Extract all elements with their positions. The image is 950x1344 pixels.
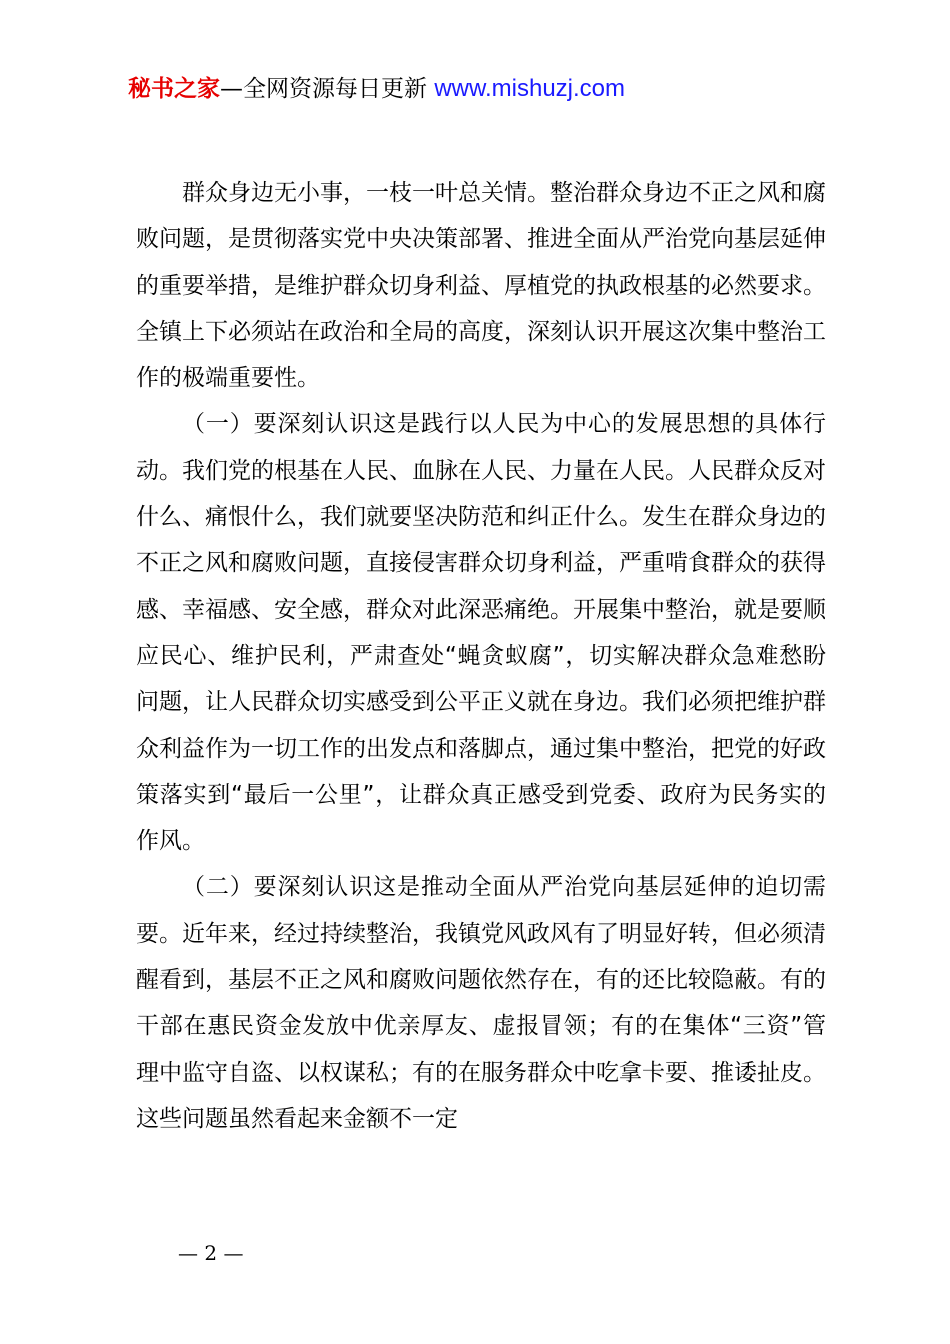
paragraph-section-two: （二）要深刻认识这是推动全面从严治党向基层延伸的迫切需要。近年来，经过持续整治，我镇党风政风有了明显好转，但必须清醒看到，基层不正之风和腐败问题依然存在，有的还比较隐蔽。有的干部在惠民资金发放中优亲厚友、虚报冒领；有的在集体“三资”管理中监守自盗、以权谋私；有的在服务群众中吃拿卡要、推诿扯皮。这些问题虽然看起来金额不一定 — [136, 874, 826, 1132]
paragraph-section-one: （一）要深刻认识这是践行以人民为中心的发展思想的具体行动。我们党的根基在人民、血脉在人民、力量在人民。人民群众反对什么、痛恨什么，我们就要坚决防范和纠正什么。发生在群众身边的不正之风和腐败问题，直接侵害群众切身利益，严重啃食群众的获得感、幸福感、安全感，群众对此深恶痛绝。开展集中整治，就是要顺应民心、维护民利，严肃查处“蝇贪蚁腐”，切实解决群众急难愁盼问题，让人民群众切实感受到公平正义就在身边。我们必须把维护群众利益作为一切工作的出发点和落脚点，通过集中整治，把党的好政策落实到“最后一公里”，让群众真正感受到党委、政府为民务实的作风。 — [136, 411, 826, 855]
site-header — [128, 72, 625, 106]
site-brand: 秘书之家 — [128, 76, 220, 102]
site-url-link[interactable]: www.mishuzj.com — [434, 75, 626, 102]
paragraph-intro: 群众身边无小事，一枝一叶总关情。整治群众身边不正之风和腐败问题，是贯彻落实党中央决策部署、推进全面从严治党向基层延伸的重要举措，是维护群众切身利益、厚植党的执政根基的必然要求。全镇上下必须站在政治和全局的高度，深刻认识开展这次集中整治工作的极端重要性。 — [136, 180, 826, 392]
site-tagline: —全网资源每日更新 — [220, 76, 427, 102]
document-body — [136, 170, 826, 1142]
page-number: — 2 — — [178, 1241, 244, 1265]
